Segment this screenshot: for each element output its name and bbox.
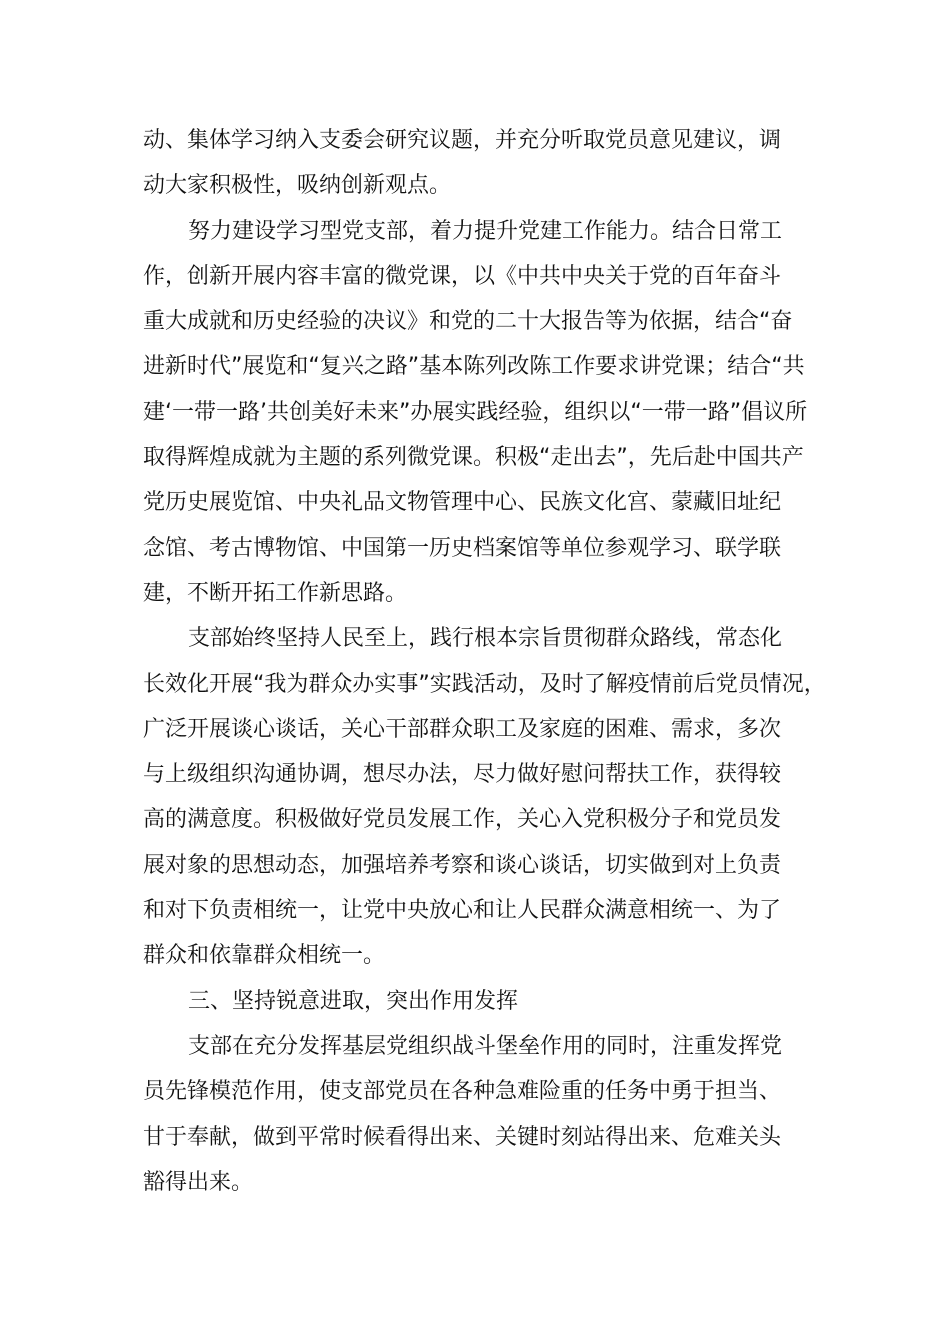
document-body — [143, 118, 833, 1205]
paragraph-line: 努力建设学习型党支部，着力提升党建工作能力。结合日常工 — [188, 218, 783, 244]
paragraph-line: 高的满意度。积极做好党员发展工作，关心入党积极分子和党员发 — [143, 807, 782, 833]
paragraph-line: 建‘一带一路’共创美好未来”办展实践经验，组织以“一带一路”倡议所 — [143, 399, 808, 425]
paragraph-p3 — [143, 616, 833, 978]
paragraph-line: 支部在充分发挥基层党组织战斗堡垒作用的同时，注重发挥党 — [188, 1033, 783, 1059]
paragraph-line: 取得辉煌成就为主题的系列微党课。积极“走出去”，先后赴中国共产 — [143, 445, 804, 471]
paragraph-line: 甘于奉献，做到平常时候看得出来、关键时刻站得出来、危难关头 — [143, 1124, 782, 1150]
paragraph-p2 — [143, 209, 833, 617]
paragraph-line: 念馆、考古博物馆、中国第一历史档案馆等单位参观学习、联学联 — [143, 535, 782, 561]
paragraph-line: 员先锋模范作用，使支部党员在各种急难险重的任务中勇于担当、 — [143, 1079, 782, 1105]
paragraph-line: 重大成就和历史经验的决议》和党的二十大报告等为依据，结合“奋 — [143, 309, 793, 335]
paragraph-line: 建，不断开拓工作新思路。 — [143, 580, 408, 606]
paragraph-line: 支部始终坚持人民至上，践行根本宗旨贯彻群众路线，常态化 — [188, 626, 783, 652]
paragraph-line: 进新时代”展览和“复兴之路”基本陈列改陈工作要求讲党课；结合“共 — [143, 354, 805, 380]
paragraph-line: 作，创新开展内容丰富的微党课，以《中共中央关于党的百年奋斗 — [143, 263, 782, 289]
paragraph-line: 展对象的思想动态，加强培养考察和谈心谈话，切实做到对上负责 — [143, 852, 782, 878]
section-heading-line: 三、坚持锐意进取，突出作用发挥 — [188, 988, 519, 1014]
paragraph-line: 党历史展览馆、中央礼品文物管理中心、民族文化宫、蒙藏旧址纪 — [143, 490, 782, 516]
paragraph-line: 群众和依靠群众相统一。 — [143, 943, 386, 969]
paragraph-p1 — [143, 118, 833, 209]
section-heading-3 — [143, 979, 833, 1024]
paragraph-line: 和对下负责相统一，让党中央放心和让人民群众满意相统一、为了 — [143, 898, 782, 924]
paragraph-line: 长效化开展“我为群众办实事”实践活动，及时了解疫情前后党员情况， — [143, 671, 826, 697]
paragraph-line: 与上级组织沟通协调，想尽办法，尽力做好慰问帮扶工作，获得较 — [143, 762, 782, 788]
paragraph-line: 动大家积极性，吸纳创新观点。 — [143, 173, 452, 199]
paragraph-line: 动、集体学习纳入支委会研究议题，并充分听取党员意见建议，调 — [143, 128, 782, 153]
paragraph-line: 广泛开展谈心谈话，关心干部群众职工及家庭的困难、需求，多次 — [143, 716, 782, 742]
paragraph-line: 豁得出来。 — [143, 1169, 254, 1195]
paragraph-p4 — [143, 1024, 833, 1205]
